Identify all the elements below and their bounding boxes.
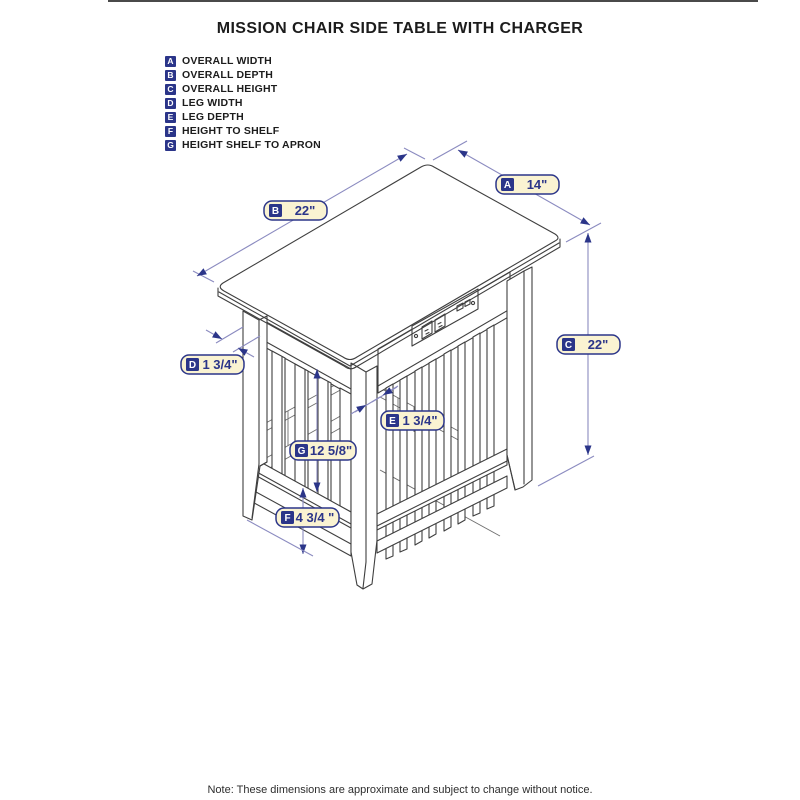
svg-text:D: D: [188, 360, 197, 371]
legend-key-badge: F: [165, 126, 176, 137]
svg-text:G: G: [297, 446, 306, 457]
dim-label-A: [496, 175, 559, 194]
legend-item-label: HEIGHT SHELF TO APRON: [182, 139, 321, 151]
legend-item-label: HEIGHT TO SHELF: [182, 125, 280, 137]
dim-label-B: [264, 201, 327, 220]
legend-item-label: OVERALL HEIGHT: [182, 83, 278, 95]
legend-item-label: LEG WIDTH: [182, 97, 243, 109]
dim-label-G: [290, 441, 356, 460]
right-back-leg: [507, 267, 532, 490]
dim-label-C: [557, 335, 620, 354]
front-leg: [351, 363, 377, 589]
legend-key-badge: E: [165, 112, 176, 123]
dim-label-D: [181, 355, 244, 374]
svg-text:B: B: [271, 206, 280, 217]
svg-text:C: C: [564, 340, 573, 351]
legend-key-badge: A: [165, 56, 176, 67]
legend-key-badge: B: [165, 70, 176, 81]
svg-text:22": 22": [587, 337, 609, 352]
legend-item-label: OVERALL DEPTH: [182, 69, 274, 81]
legend-item-label: LEG DEPTH: [182, 111, 244, 123]
svg-text:22": 22": [294, 203, 316, 218]
svg-text:14": 14": [526, 177, 548, 192]
svg-text:1 3/4": 1 3/4": [402, 413, 438, 428]
legend-key-badge: G: [165, 140, 176, 151]
svg-text:4 3/4 ": 4 3/4 ": [295, 510, 335, 525]
dim-label-E: [381, 411, 444, 430]
svg-text:12 5/8": 12 5/8": [309, 443, 353, 458]
disclaimer-note: Note: These dimensions are approximate and subject to change without notice.: [207, 784, 593, 796]
svg-text:1 3/4": 1 3/4": [202, 357, 238, 372]
legend-key-badge: D: [165, 98, 176, 109]
legend-item-label: OVERALL WIDTH: [182, 55, 272, 67]
dim-label-F: [276, 508, 339, 527]
svg-text:F: F: [284, 513, 291, 524]
svg-text:E: E: [389, 416, 396, 427]
legend-key-badge: C: [165, 84, 176, 95]
svg-text:A: A: [503, 180, 512, 191]
left-front-leg: [243, 311, 267, 520]
page-title: MISSION CHAIR SIDE TABLE WITH CHARGER: [216, 20, 584, 37]
